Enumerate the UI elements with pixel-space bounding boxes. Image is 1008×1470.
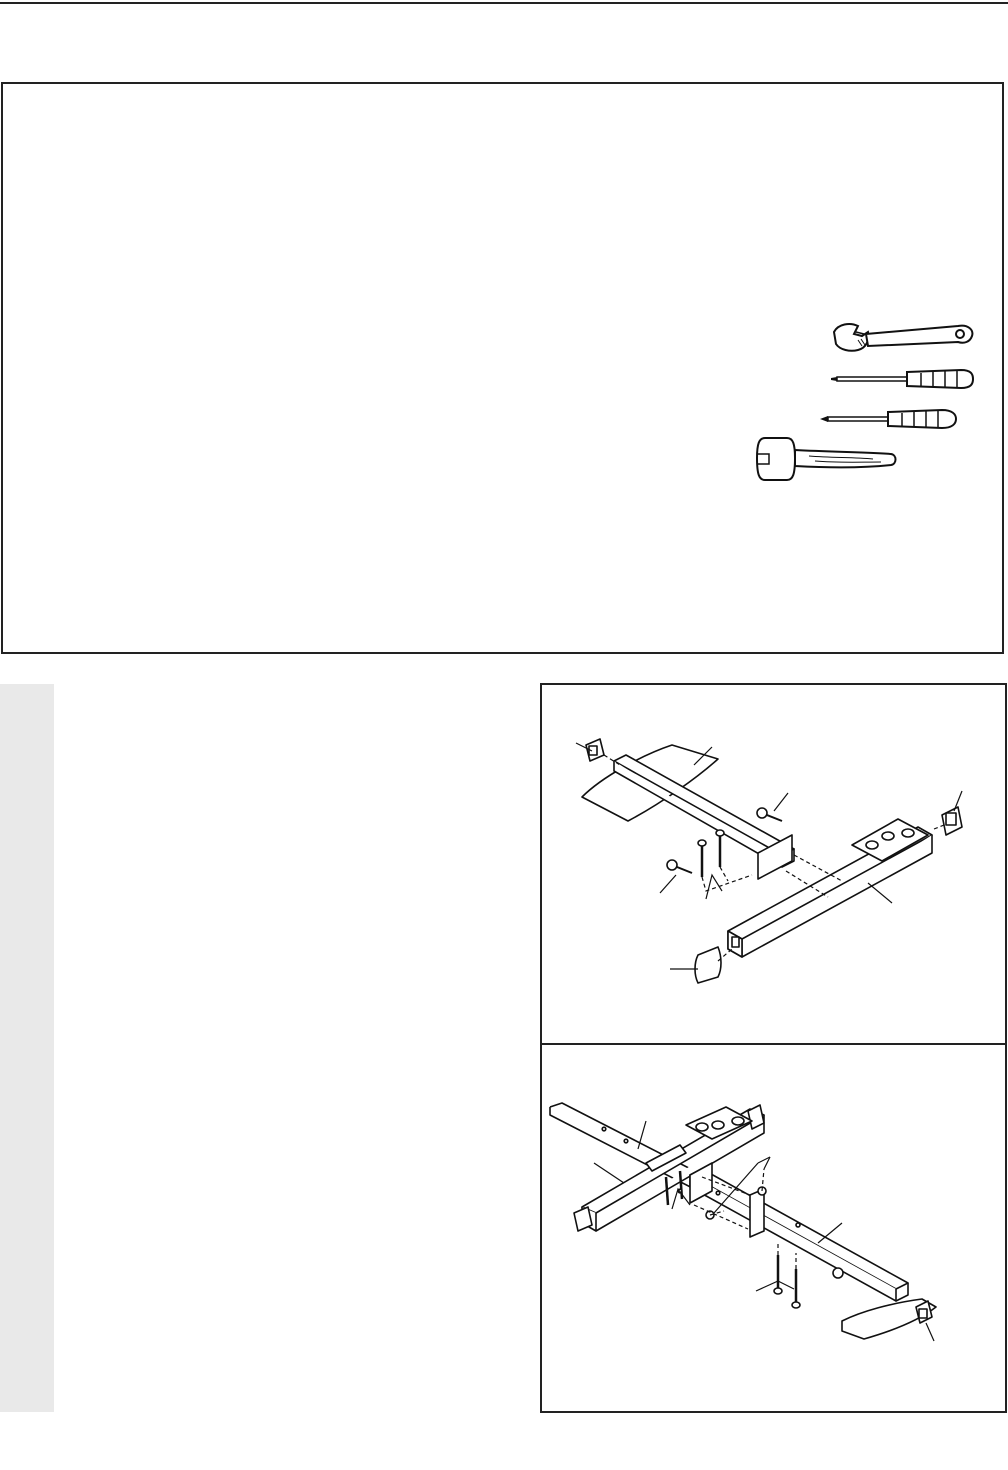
assembly-step-1-diagram	[542, 685, 1007, 1045]
assembly-step-2-diagram	[542, 1045, 1007, 1413]
top-rule	[0, 2, 1008, 4]
rubber-mallet-icon	[753, 432, 901, 486]
tools-box	[1, 82, 1004, 654]
side-bar	[0, 684, 54, 1412]
assembly-figure-2	[540, 1043, 1007, 1413]
adjustable-wrench-icon	[828, 320, 976, 360]
assembly-figure-1	[540, 683, 1007, 1045]
phillips-screwdriver-icon	[818, 406, 958, 434]
flat-screwdriver-icon	[829, 366, 975, 394]
